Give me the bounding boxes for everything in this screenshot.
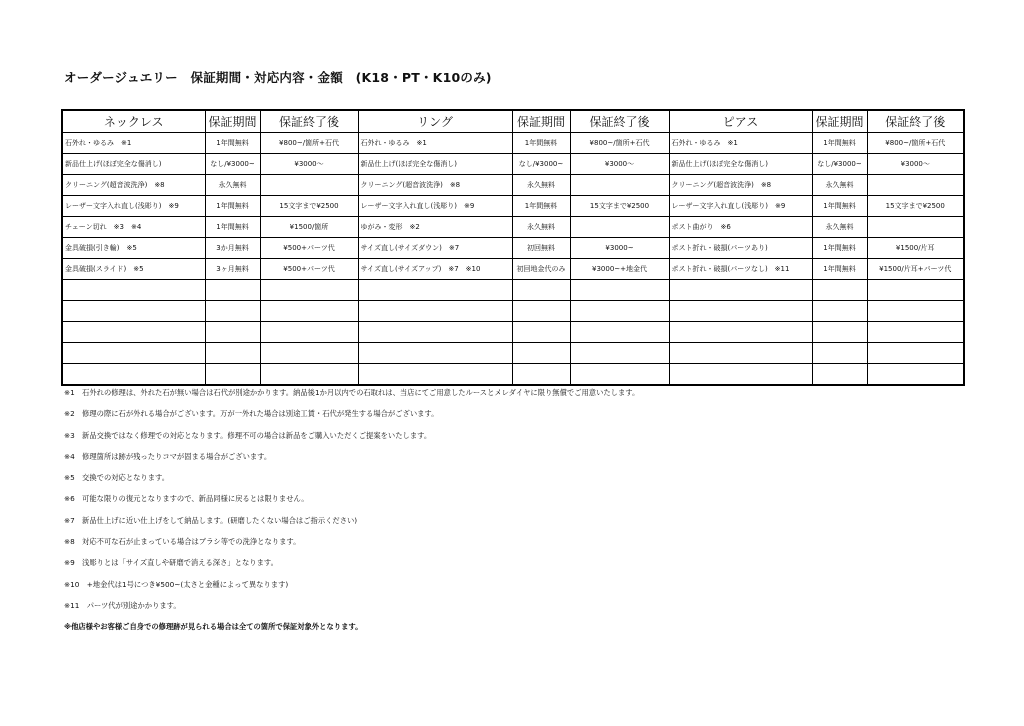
footnote: ※9 浅彫りとは「サイズ直しや研磨で消える深さ」となります。 (64, 558, 278, 568)
after-warranty-price (260, 301, 358, 322)
table-row (62, 280, 964, 301)
footnote: ※3 新品交換ではなく修理での対応となります。修理不可の場合は新品をご購入いただくご提案をいたします。 (64, 430, 432, 440)
after-warranty-price (570, 175, 669, 196)
table-row (62, 154, 964, 175)
item-name (669, 364, 812, 386)
item-name (62, 322, 205, 343)
after-warranty-price: ¥3000～ (570, 154, 669, 175)
item-name: 新品仕上げ(ほぼ完全な傷消し) (62, 154, 205, 175)
table-row (62, 133, 964, 154)
table-row (62, 175, 964, 196)
warranty-period: 永久無料 (205, 175, 260, 196)
table-header (62, 110, 964, 133)
item-name (669, 322, 812, 343)
item-name: レーザー文字入れ直し(浅彫り) ※9 (669, 196, 812, 217)
warranty-period: なし/¥3000~ (812, 154, 867, 175)
warranty-period: 1年間無料 (512, 196, 570, 217)
item-name: 金具破損(スライド) ※5 (62, 259, 205, 280)
warranty-period: 初回無料 (512, 238, 570, 259)
footnote: ※10 +地金代は1号につき¥500~(太さと金種によって異なります) (64, 579, 289, 589)
warranty-period (205, 343, 260, 364)
footnote: ※4 修理箇所は跡が残ったりコマが固まる場合がございます。 (64, 451, 272, 461)
warranty-period (812, 280, 867, 301)
after-warranty-price (260, 343, 358, 364)
warranty-period (512, 301, 570, 322)
warranty-period (812, 322, 867, 343)
after-warranty-price (867, 322, 964, 343)
item-name: チェーン切れ ※3 ※4 (62, 217, 205, 238)
item-name: 石外れ・ゆるみ ※1 (62, 133, 205, 154)
after-warranty-price: ¥3000～ (867, 154, 964, 175)
after-warranty-price: ¥800~/箇所+石代 (867, 133, 964, 154)
item-name: レーザー文字入れ直し(浅彫り) ※9 (62, 196, 205, 217)
warranty-period (812, 343, 867, 364)
warranty-period: 永久無料 (512, 175, 570, 196)
warranty-period: 3か月無料 (205, 238, 260, 259)
header-ring: リング (358, 110, 512, 133)
header-row (62, 110, 964, 133)
table-row (62, 322, 964, 343)
item-name (358, 364, 512, 386)
warranty-period (205, 364, 260, 386)
warranty-period (205, 301, 260, 322)
after-warranty-price (570, 322, 669, 343)
after-warranty-price (570, 364, 669, 386)
warranty-period: 永久無料 (512, 217, 570, 238)
warranty-period (812, 364, 867, 386)
item-name: 新品仕上げ(ほぼ完全な傷消し) (669, 154, 812, 175)
footnote: ※5 交換での対応となります。 (64, 473, 170, 483)
header-warranty-period: 保証期間 (205, 110, 260, 133)
table-row (62, 196, 964, 217)
warranty-period (512, 280, 570, 301)
item-name: ポスト折れ・破損(パーツなし) ※11 (669, 259, 812, 280)
warranty-period: 初回地金代のみ (512, 259, 570, 280)
warranty-period: なし/¥3000~ (512, 154, 570, 175)
item-name: 新品仕上げ(ほぼ完全な傷消し) (358, 154, 512, 175)
warranty-period (512, 322, 570, 343)
header-warranty-period: 保証期間 (512, 110, 570, 133)
after-warranty-price: ¥500+パーツ代 (260, 238, 358, 259)
page-title: オーダージュエリー 保証期間・対応内容・金額 (K18・PT・K10のみ) (64, 70, 492, 85)
header-necklace: ネックレス (62, 110, 205, 133)
after-warranty-price (867, 175, 964, 196)
after-warranty-price (867, 343, 964, 364)
disclaimer-note: ※他店様やお客様ご自身での修理跡が見られる場合は全ての箇所で保証対象外となります。 (64, 622, 363, 632)
warranty-period: 永久無料 (812, 175, 867, 196)
after-warranty-price (260, 322, 358, 343)
after-warranty-price: ¥1500/箇所 (260, 217, 358, 238)
warranty-period: 1年間無料 (812, 196, 867, 217)
warranty-period: 1年間無料 (812, 133, 867, 154)
after-warranty-price: 15文字まで¥2500 (570, 196, 669, 217)
footnotes (64, 387, 984, 643)
table-row (62, 217, 964, 238)
after-warranty-price (570, 217, 669, 238)
after-warranty-price: ¥3000~ (570, 238, 669, 259)
after-warranty-price (867, 217, 964, 238)
item-name (358, 301, 512, 322)
warranty-period: 1年間無料 (512, 133, 570, 154)
after-warranty-price (570, 301, 669, 322)
footnote: ※8 対応不可な石が止まっている場合はブラシ等での洗浄となります。 (64, 537, 301, 547)
warranty-period: 3ヶ月無料 (205, 259, 260, 280)
after-warranty-price (867, 280, 964, 301)
warranty-period (812, 301, 867, 322)
warranty-table (61, 109, 965, 386)
item-name: ポスト折れ・破損(パーツあり) (669, 238, 812, 259)
after-warranty-price: ¥800~/箇所+石代 (260, 133, 358, 154)
header-warranty-period: 保証期間 (812, 110, 867, 133)
after-warranty-price (260, 364, 358, 386)
after-warranty-price: ¥500+パーツ代 (260, 259, 358, 280)
after-warranty-price (260, 280, 358, 301)
after-warranty-price: ¥3000～ (260, 154, 358, 175)
item-name: サイズ直し(サイズダウン) ※7 (358, 238, 512, 259)
after-warranty-price: ¥1500/片耳 (867, 238, 964, 259)
warranty-period: 永久無料 (812, 217, 867, 238)
item-name: レーザー文字入れ直し(浅彫り) ※9 (358, 196, 512, 217)
header-after-warranty: 保証終了後 (260, 110, 358, 133)
item-name (358, 343, 512, 364)
after-warranty-price (570, 280, 669, 301)
header-after-warranty: 保証終了後 (867, 110, 964, 133)
item-name: サイズ直し(サイズアップ) ※7 ※10 (358, 259, 512, 280)
item-name (669, 343, 812, 364)
warranty-period (512, 364, 570, 386)
footnote: ※6 可能な限りの復元となりますので、新品同様に戻るとは限りません。 (64, 494, 309, 504)
item-name (62, 301, 205, 322)
item-name (358, 322, 512, 343)
after-warranty-price: 15文字まで¥2500 (260, 196, 358, 217)
after-warranty-price: ¥800~/箇所+石代 (570, 133, 669, 154)
table-row (62, 238, 964, 259)
item-name: クリーニング(超音波洗浄) ※8 (358, 175, 512, 196)
item-name: クリーニング(超音波洗浄) ※8 (669, 175, 812, 196)
item-name (62, 364, 205, 386)
item-name: クリーニング(超音波洗浄) ※8 (62, 175, 205, 196)
item-name: ポスト曲がり ※6 (669, 217, 812, 238)
footnote: ※7 新品仕上げに近い仕上げをして納品します。(研磨したくない場合はご指示ください) (64, 515, 358, 525)
after-warranty-price (867, 364, 964, 386)
footnote: ※1 石外れの修理は、外れた石が無い場合は石代が別途かかります。納品後1か月以内での石取れは、当店にてご用意したルースとメレダイヤに限り無償でご用意いたします。 (64, 388, 640, 397)
after-warranty-price (260, 175, 358, 196)
item-name (62, 280, 205, 301)
warranty-period: なし/¥3000~ (205, 154, 260, 175)
warranty-period (512, 343, 570, 364)
warranty-period (205, 280, 260, 301)
warranty-period: 1年間無料 (812, 238, 867, 259)
after-warranty-price: 15文字まで¥2500 (867, 196, 964, 217)
after-warranty-price (570, 343, 669, 364)
footnote: ※2 修理の際に石が外れる場合がございます。万が一外れた場合は別途工賃・石代が発生する場合がございます。 (64, 409, 439, 419)
item-name (62, 343, 205, 364)
warranty-period (205, 322, 260, 343)
table-body (62, 133, 964, 386)
warranty-period: 1年間無料 (812, 259, 867, 280)
item-name (358, 280, 512, 301)
header-after-warranty: 保証終了後 (570, 110, 669, 133)
table-row (62, 301, 964, 322)
warranty-period: 1年間無料 (205, 133, 260, 154)
item-name: 金具破損(引き輪) ※5 (62, 238, 205, 259)
after-warranty-price: ¥1500/片耳+パーツ代 (867, 259, 964, 280)
after-warranty-price (867, 301, 964, 322)
header-earrings: ピアス (669, 110, 812, 133)
table-row (62, 364, 964, 386)
item-name (669, 280, 812, 301)
item-name: ゆがみ・変形 ※2 (358, 217, 512, 238)
footnote: ※11 パーツ代が別途かかります。 (64, 600, 181, 610)
warranty-period: 1年間無料 (205, 217, 260, 238)
table-row (62, 259, 964, 280)
warranty-period: 1年間無料 (205, 196, 260, 217)
after-warranty-price: ¥3000~+地金代 (570, 259, 669, 280)
item-name: 石外れ・ゆるみ ※1 (358, 133, 512, 154)
table-row (62, 343, 964, 364)
item-name: 石外れ・ゆるみ ※1 (669, 133, 812, 154)
item-name (669, 301, 812, 322)
